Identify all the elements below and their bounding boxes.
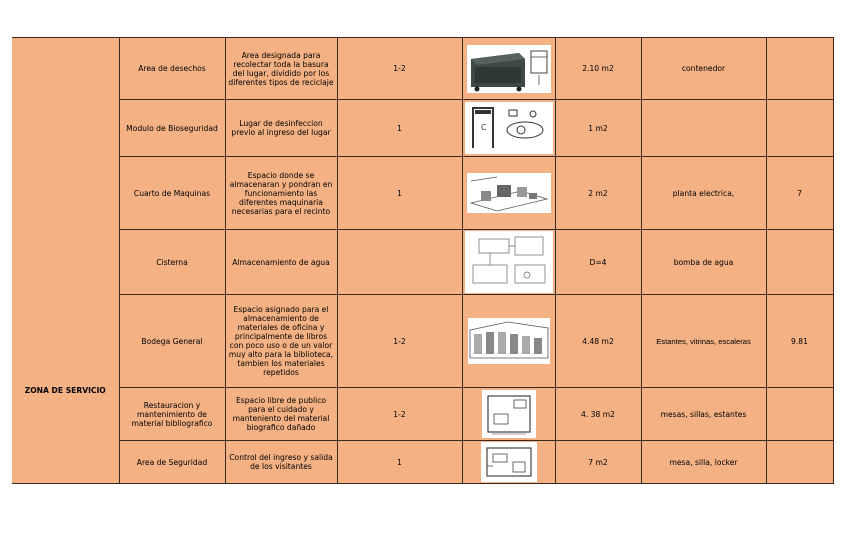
furniture: mesas, sillas, estantes bbox=[641, 388, 766, 441]
total-area: 9.81 bbox=[766, 295, 833, 388]
area-description: Espacio donde se almacenaran y pondran en funcionamiento las diferentes maquinaria necesarias para el recinto bbox=[225, 157, 337, 230]
quantity: 1-2 bbox=[337, 295, 462, 388]
total-area bbox=[766, 441, 833, 484]
furniture: bomba de agua bbox=[641, 230, 766, 295]
area-description: Almacenamiento de agua bbox=[225, 230, 337, 295]
area-size: 4. 38 m2 bbox=[555, 388, 641, 441]
area-size: 7 m2 bbox=[555, 441, 641, 484]
restoration-room-plan-icon bbox=[462, 388, 555, 441]
furniture: mesa, silla, locker bbox=[641, 441, 766, 484]
area-size: 1 m2 bbox=[555, 100, 641, 157]
total-area bbox=[766, 38, 833, 100]
area-name: Cuarto de Maquinas bbox=[119, 157, 225, 230]
zone-label: ZONA DE SERVICIO bbox=[12, 38, 119, 484]
table-row bbox=[12, 441, 833, 484]
furniture bbox=[641, 100, 766, 157]
area-description: Espacio asignado para el almacenamiento de materiales de oficina y principalmente de libros con poco uso o de un valor muy alto para la biblioteca, tambien los materiales repetidos bbox=[225, 295, 337, 388]
furniture: planta electrica, bbox=[641, 157, 766, 230]
security-room-plan-icon bbox=[462, 441, 555, 484]
cistern-diagram-icon bbox=[462, 230, 555, 295]
area-description: Espacio libre de publico para el cuidado y manteniento del material biografico dañado bbox=[225, 388, 337, 441]
quantity: 1 bbox=[337, 441, 462, 484]
table-row bbox=[12, 230, 833, 295]
total-area bbox=[766, 230, 833, 295]
svg-text:C: C bbox=[480, 123, 487, 132]
area-name: Restauracion y mantenimiento de material bibliografico bbox=[119, 388, 225, 441]
table-row bbox=[12, 157, 833, 230]
service-zone-table bbox=[12, 37, 834, 484]
area-size: 2 m2 bbox=[555, 157, 641, 230]
total-area bbox=[766, 100, 833, 157]
area-description: Control del ingreso y salida de los visitantes bbox=[225, 441, 337, 484]
area-name: Cisterna bbox=[119, 230, 225, 295]
area-description: Area designada para recolectar toda la basura del lugar, dividido por los diferentes tipos de reciclaje bbox=[225, 38, 337, 100]
table-row bbox=[12, 388, 833, 441]
area-size: D=4 bbox=[555, 230, 641, 295]
quantity bbox=[337, 230, 462, 295]
area-description: Lugar de desinfeccion previo al ingreso del lugar bbox=[225, 100, 337, 157]
area-name: Bodega General bbox=[119, 295, 225, 388]
quantity: 1 bbox=[337, 157, 462, 230]
table-row bbox=[12, 38, 833, 100]
dumpster-icon bbox=[462, 38, 555, 100]
furniture: Estantes, vitrinas, escaleras bbox=[641, 295, 766, 388]
machine-room-sketch-icon bbox=[462, 157, 555, 230]
area-size: 4.48 m2 bbox=[555, 295, 641, 388]
warehouse-shelves-icon bbox=[462, 295, 555, 388]
table-row bbox=[12, 295, 833, 388]
area-name: Area de Seguridad bbox=[119, 441, 225, 484]
furniture: contenedor bbox=[641, 38, 766, 100]
area-size: 2.10 m2 bbox=[555, 38, 641, 100]
area-name: Modulo de Bioseguridad bbox=[119, 100, 225, 157]
table-row bbox=[12, 100, 833, 157]
quantity: 1-2 bbox=[337, 388, 462, 441]
quantity: 1-2 bbox=[337, 38, 462, 100]
disinfection-arch-icon bbox=[462, 100, 555, 157]
total-area: 7 bbox=[766, 157, 833, 230]
quantity: 1 bbox=[337, 100, 462, 157]
area-name: Area de desechos bbox=[119, 38, 225, 100]
total-area bbox=[766, 388, 833, 441]
